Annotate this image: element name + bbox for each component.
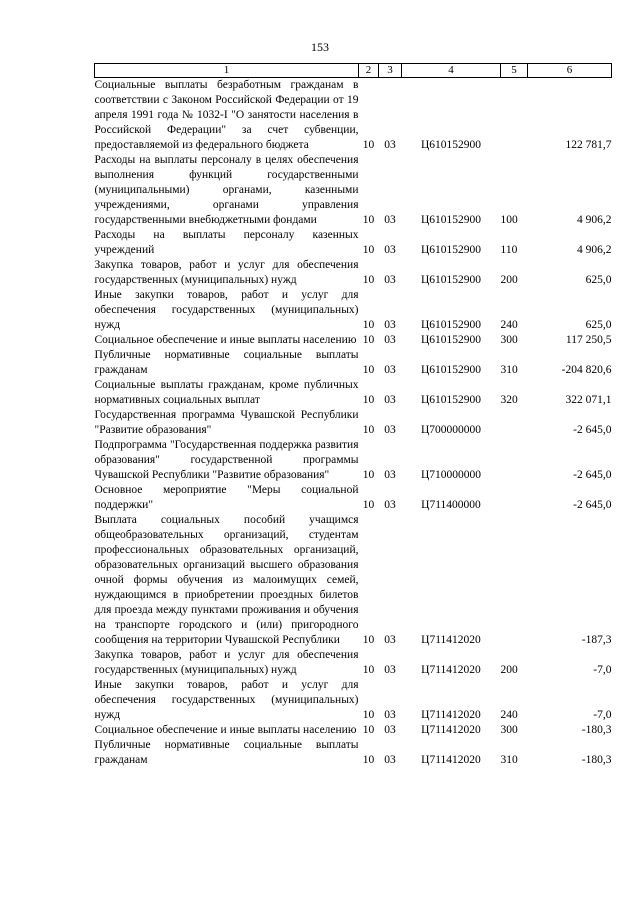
row-description: Основное мероприятие "Меры социальной поддержки" bbox=[94, 484, 359, 511]
subsection-code: 03 bbox=[384, 424, 396, 436]
expense-type-code bbox=[501, 408, 528, 438]
section-code: 10 bbox=[362, 394, 375, 406]
section-code: 10 bbox=[362, 139, 375, 151]
section-code: 10 bbox=[362, 364, 375, 376]
amount: 4 906,2 bbox=[577, 214, 612, 226]
amount: -180,3 bbox=[581, 754, 612, 766]
target-article-code: Ц610152900 bbox=[420, 244, 482, 256]
table-row bbox=[95, 438, 612, 483]
row-description: Социальные выплаты безработным гражданам в соответствии с Законом Российской Федерации от 19 апреля 1991 года № 1032-I "О занятости населения в Российской Федерации" за счет субвенции, предоставляемой из федерального бюджета bbox=[94, 79, 359, 151]
header-row bbox=[95, 64, 612, 78]
row-description: Социальные выплаты гражданам, кроме публичных нормативных социальных выплат bbox=[94, 379, 359, 406]
expense-type-code: 300 bbox=[500, 334, 518, 346]
table-row bbox=[95, 258, 612, 288]
row-description: Иные закупки товаров, работ и услуг для обеспечения государственных (муниципальных) нужд bbox=[94, 679, 359, 721]
target-article-code: Ц610152900 bbox=[420, 139, 482, 151]
amount: -204 820,6 bbox=[561, 364, 612, 376]
expense-type-code: 300 bbox=[500, 724, 518, 736]
target-article-code: Ц610152900 bbox=[420, 394, 482, 406]
subsection-code: 03 bbox=[384, 214, 396, 226]
expense-type-code bbox=[501, 483, 528, 513]
section-code: 10 bbox=[362, 709, 375, 721]
expense-type-code: 200 bbox=[500, 274, 518, 286]
amount: -2 645,0 bbox=[573, 499, 612, 511]
header-col-1: 1 bbox=[95, 64, 359, 78]
subsection-code: 03 bbox=[384, 709, 396, 721]
row-description: Подпрограмма "Государственная поддержка развития образования" государственной программы Чувашской Республики "Развитие образования" bbox=[94, 439, 359, 481]
page-number: 153 bbox=[311, 40, 329, 54]
subsection-code: 03 bbox=[384, 244, 396, 256]
amount: -7,0 bbox=[593, 709, 612, 721]
expense-type-code: 200 bbox=[500, 664, 518, 676]
target-article-code: Ц700000000 bbox=[420, 424, 482, 436]
header-col-4: 4 bbox=[402, 64, 501, 78]
header-col-3: 3 bbox=[379, 64, 402, 78]
target-article-code: Ц610152900 bbox=[420, 364, 482, 376]
expense-type-code bbox=[501, 438, 528, 483]
table-row bbox=[95, 228, 612, 258]
row-description: Публичные нормативные социальные выплаты гражданам bbox=[94, 739, 359, 766]
amount: 122 781,7 bbox=[565, 139, 612, 151]
amount: -2 645,0 bbox=[573, 424, 612, 436]
expense-type-code: 100 bbox=[500, 214, 518, 226]
expense-type-code: 240 bbox=[500, 709, 518, 721]
header-col-6: 6 bbox=[528, 64, 612, 78]
subsection-code: 03 bbox=[384, 664, 396, 676]
expense-type-code: 310 bbox=[500, 364, 518, 376]
section-code: 10 bbox=[362, 499, 375, 511]
section-code: 10 bbox=[362, 274, 375, 286]
row-description: Социальное обеспечение и иные выплаты населению bbox=[94, 334, 357, 346]
expense-type-code bbox=[501, 78, 528, 154]
table-row bbox=[95, 333, 612, 348]
subsection-code: 03 bbox=[384, 469, 396, 481]
header-col-5: 5 bbox=[501, 64, 528, 78]
subsection-code: 03 bbox=[384, 364, 396, 376]
target-article-code: Ц610152900 bbox=[420, 319, 482, 331]
section-code: 10 bbox=[362, 214, 375, 226]
amount: -180,3 bbox=[581, 724, 612, 736]
row-description: Расходы на выплаты персоналу казенных учреждений bbox=[94, 229, 359, 256]
expense-type-code: 310 bbox=[500, 754, 518, 766]
row-description: Иные закупки товаров, работ и услуг для обеспечения государственных (муниципальных) нужд bbox=[94, 289, 359, 331]
target-article-code: Ц711412020 bbox=[421, 664, 481, 676]
target-article-code: Ц610152900 bbox=[420, 334, 482, 346]
subsection-code: 03 bbox=[384, 634, 396, 646]
table-row bbox=[95, 738, 612, 768]
target-article-code: Ц711400000 bbox=[421, 499, 481, 511]
row-description: Закупка товаров, работ и услуг для обеспечения государственных (муниципальных) нужд bbox=[94, 649, 359, 676]
target-article-code: Ц711412020 bbox=[421, 634, 481, 646]
expense-type-code: 110 bbox=[500, 244, 518, 256]
budget-table bbox=[94, 63, 612, 768]
amount: 625,0 bbox=[585, 274, 612, 286]
section-code: 10 bbox=[362, 469, 375, 481]
table-row bbox=[95, 648, 612, 678]
amount: -187,3 bbox=[581, 634, 612, 646]
table-row bbox=[95, 348, 612, 378]
section-code: 10 bbox=[362, 724, 375, 736]
subsection-code: 03 bbox=[384, 139, 396, 151]
section-code: 10 bbox=[362, 754, 375, 766]
row-description: Расходы на выплаты персоналу в целях обеспечения выполнения функций государственными (муниципальными) органами, казенными учреждениями, органами управления государственными внебюджетными фондами bbox=[94, 154, 359, 226]
target-article-code: Ц710000000 bbox=[420, 469, 482, 481]
expense-type-code bbox=[501, 513, 528, 648]
section-code: 10 bbox=[362, 424, 375, 436]
amount: 117 250,5 bbox=[565, 334, 612, 346]
table-row bbox=[95, 483, 612, 513]
subsection-code: 03 bbox=[384, 724, 396, 736]
target-article-code: Ц711412020 bbox=[421, 724, 481, 736]
amount: 322 071,1 bbox=[565, 394, 612, 406]
row-description: Социальное обеспечение и иные выплаты населению bbox=[94, 724, 357, 736]
subsection-code: 03 bbox=[384, 319, 396, 331]
section-code: 10 bbox=[362, 634, 375, 646]
table-body bbox=[95, 78, 612, 769]
amount: -2 645,0 bbox=[573, 469, 612, 481]
table-row bbox=[95, 513, 612, 648]
row-description: Публичные нормативные социальные выплаты гражданам bbox=[94, 349, 359, 376]
row-description: Выплата социальных пособий учащимся общеобразовательных организаций, студентам профессиональных образовательных организаций, образовательных организаций высшего образования очной формы обучения из малоимущих семей, нуждающимся в приобретении проездных билетов для проезда между пунктами проживания и обучения на транспорте городского и (или) пригородного сообщения на территории Чувашской Республики bbox=[94, 514, 359, 646]
subsection-code: 03 bbox=[384, 394, 396, 406]
table-header bbox=[95, 64, 612, 78]
section-code: 10 bbox=[362, 334, 375, 346]
subsection-code: 03 bbox=[384, 754, 396, 766]
amount: 4 906,2 bbox=[577, 244, 612, 256]
row-description: Государственная программа Чувашской Республики "Развитие образования" bbox=[94, 409, 359, 436]
section-code: 10 bbox=[362, 664, 375, 676]
table-row bbox=[95, 678, 612, 723]
header-col-2: 2 bbox=[359, 64, 379, 78]
section-code: 10 bbox=[362, 319, 375, 331]
row-description: Закупка товаров, работ и услуг для обеспечения государственных (муниципальных) нужд bbox=[94, 259, 359, 286]
subsection-code: 03 bbox=[384, 499, 396, 511]
section-code: 10 bbox=[362, 244, 375, 256]
target-article-code: Ц711412020 bbox=[421, 709, 481, 721]
table-row bbox=[95, 78, 612, 154]
target-article-code: Ц610152900 bbox=[420, 274, 482, 286]
target-article-code: Ц711412020 bbox=[421, 754, 481, 766]
target-article-code: Ц610152900 bbox=[420, 214, 482, 226]
table-row bbox=[95, 408, 612, 438]
expense-type-code: 240 bbox=[500, 319, 518, 331]
subsection-code: 03 bbox=[384, 334, 396, 346]
expense-type-code: 320 bbox=[500, 394, 518, 406]
subsection-code: 03 bbox=[384, 274, 396, 286]
amount: -7,0 bbox=[593, 664, 612, 676]
table-row bbox=[95, 378, 612, 408]
table-row bbox=[95, 723, 612, 738]
table-row bbox=[95, 153, 612, 228]
table-row bbox=[95, 288, 612, 333]
amount: 625,0 bbox=[585, 319, 612, 331]
